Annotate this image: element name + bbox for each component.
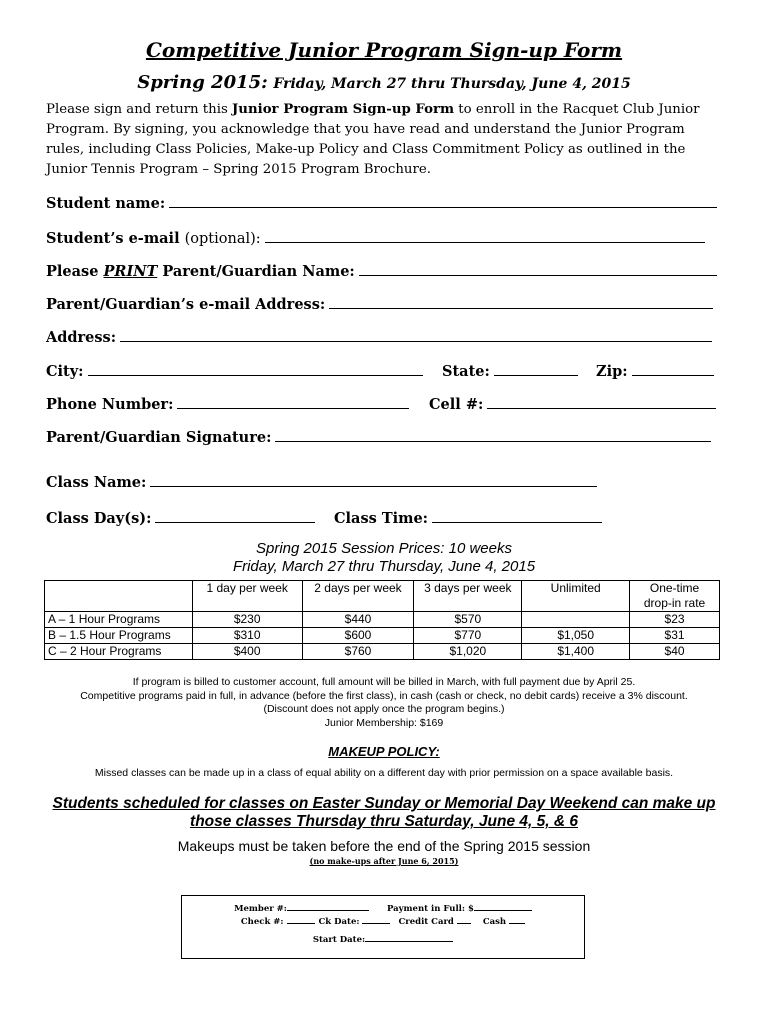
prices-heading: [0, 540, 768, 576]
parent-name-line[interactable]: [359, 261, 717, 276]
student-email-field[interactable]: [46, 228, 705, 247]
intro-text-1: Please sign and return this: [46, 102, 233, 117]
class-name-line[interactable]: [150, 472, 597, 487]
makeup-deadline-note: (no make-ups after June 6, 2015): [309, 856, 459, 866]
student-email-line[interactable]: [265, 228, 705, 243]
table-cell: $31: [630, 628, 720, 644]
office-row-2: [182, 915, 584, 927]
table-row: [45, 628, 720, 644]
check-date-line[interactable]: [362, 915, 390, 924]
table-header-cell: Unlimited: [522, 581, 630, 612]
start-date-line[interactable]: [365, 933, 453, 942]
start-date-label: Start Date:: [312, 935, 366, 945]
check-number-line[interactable]: [287, 915, 315, 924]
cell-label: Cell #:: [429, 396, 484, 413]
office-use-box: [181, 895, 585, 959]
form-title: Competitive Junior Program Sign-up Form: [145, 38, 623, 62]
cell-line[interactable]: [487, 394, 716, 409]
check-number-label: Check #:: [240, 917, 284, 927]
holiday-notice-line-1: Students scheduled for classes on Easter Sunday or Memorial Day Weekend can make up: [52, 795, 716, 812]
parent-email-line[interactable]: [329, 294, 713, 309]
signature-label: Parent/Guardian Signature:: [46, 429, 272, 446]
class-name-field[interactable]: [46, 472, 597, 491]
signature-line[interactable]: [275, 427, 711, 442]
address-field[interactable]: [46, 327, 712, 346]
office-row-3: [182, 933, 584, 945]
billing-note-1: If program is billed to customer account, full amount will be billed in March, with full payment due by April 25.: [132, 676, 636, 688]
table-cell: $440: [302, 612, 414, 628]
credit-card-label: Credit Card: [398, 917, 454, 927]
table-header-cell: 3 days per week: [414, 581, 522, 612]
parent-email-label: Parent/Guardian’s e-mail Address:: [46, 296, 326, 313]
table-cell: $760: [302, 644, 414, 660]
intro-bold-form-name: Junior Program Sign-up Form: [232, 102, 455, 117]
table-cell: $1,020: [414, 644, 522, 660]
table-header-cell: [630, 581, 720, 612]
table-cell: $570: [414, 612, 522, 628]
prices-title-2: Friday, March 27 thru Thursday, June 4, 2015: [232, 558, 536, 575]
state-line[interactable]: [494, 361, 578, 376]
prices-table: [44, 580, 720, 660]
office-row-1: [182, 902, 584, 914]
table-cell: $600: [302, 628, 414, 644]
table-header-cell: 2 days per week: [302, 581, 414, 612]
table-row: [45, 644, 720, 660]
session-subtitle: [0, 72, 768, 93]
table-cell: $1,050: [522, 628, 630, 644]
member-number-line[interactable]: [287, 902, 369, 911]
cash-label: Cash: [482, 917, 507, 927]
credit-card-line[interactable]: [457, 915, 471, 924]
class-days-line[interactable]: [155, 508, 315, 523]
billing-notes: [0, 676, 768, 730]
cash-line[interactable]: [509, 915, 525, 924]
payment-in-full-label: Payment in Full: $: [386, 904, 474, 914]
class-time-line[interactable]: [432, 508, 602, 523]
address-line[interactable]: [120, 327, 712, 342]
student-email-optional: (optional):: [184, 231, 261, 247]
drop-in-header-2: drop-in rate: [643, 596, 706, 610]
student-name-label: Student name:: [46, 195, 166, 212]
address-label: Address:: [46, 329, 117, 346]
makeup-policy-text: Missed classes can be made up in a class of equal ability on a different day with prior permission on a space available basis.: [94, 767, 674, 779]
table-cell: $40: [630, 644, 720, 660]
billing-note-3: (Discount does not apply once the program begins.): [263, 703, 505, 715]
makeup-policy-heading: MAKEUP POLICY:: [328, 744, 440, 759]
table-cell: A – 1 Hour Programs: [45, 612, 193, 628]
table-cell: $310: [192, 628, 302, 644]
payment-in-full-line[interactable]: [474, 902, 532, 911]
table-cell: $1,400: [522, 644, 630, 660]
class-days-field[interactable]: [46, 508, 315, 527]
makeup-deadline: Makeups must be taken before the end of the Spring 2015 session: [177, 838, 591, 854]
parent-name-label: Parent/Guardian Name:: [157, 263, 355, 280]
table-cell: B – 1.5 Hour Programs: [45, 628, 193, 644]
table-row: [45, 612, 720, 628]
billing-note-2: Competitive programs paid in full, in advance (before the first class), in cash (cash or check, no debit cards) receive a 3% discount.: [80, 689, 688, 702]
drop-in-header-1: One-time: [649, 581, 700, 595]
print-prefix: Please: [46, 263, 104, 280]
table-cell: $23: [630, 612, 720, 628]
city-field[interactable]: [46, 361, 423, 380]
table-cell: $400: [192, 644, 302, 660]
member-number-label: Member #:: [234, 904, 287, 914]
prices-title-1: Spring 2015 Session Prices: 10 weeks: [256, 540, 512, 557]
parent-name-field[interactable]: [46, 261, 717, 280]
phone-field[interactable]: [46, 394, 409, 413]
signature-field[interactable]: [46, 427, 711, 446]
city-line[interactable]: [88, 361, 423, 376]
table-header-row: [45, 581, 720, 612]
class-time-label: Class Time:: [334, 510, 429, 527]
student-name-field[interactable]: [46, 193, 717, 212]
zip-line[interactable]: [632, 361, 714, 376]
holiday-makeup-notice: [0, 795, 768, 831]
print-word: PRINT: [103, 263, 158, 280]
cell-field[interactable]: [429, 394, 716, 413]
table-cell: $770: [414, 628, 522, 644]
intro-paragraph: [46, 100, 726, 180]
student-name-line[interactable]: [169, 193, 717, 208]
class-time-field[interactable]: [334, 508, 602, 527]
state-field[interactable]: [442, 361, 578, 380]
zip-label: Zip:: [596, 363, 628, 380]
check-date-label: Ck Date:: [318, 917, 360, 927]
class-days-label: Class Day(s):: [46, 510, 152, 527]
session-season: Spring 2015:: [137, 72, 268, 93]
class-name-label: Class Name:: [46, 474, 147, 491]
city-label: City:: [46, 363, 84, 380]
membership-note: Junior Membership: $169: [324, 716, 444, 729]
phone-label: Phone Number:: [46, 396, 174, 413]
table-header-cell: 1 day per week: [192, 581, 302, 612]
session-dates: Friday, March 27 thru Thursday, June 4, 2015: [273, 76, 631, 92]
holiday-notice-line-2: those classes Thursday thru Saturday, June 4, 5, & 6: [190, 813, 578, 830]
zip-field[interactable]: [596, 361, 714, 380]
table-header-cell: [45, 581, 193, 612]
parent-email-field[interactable]: [46, 294, 713, 313]
student-email-label: Student’s e-mail: [46, 230, 180, 247]
table-cell: $230: [192, 612, 302, 628]
phone-line[interactable]: [177, 394, 409, 409]
intro-text-2: to enroll in the Racquet Club Junior Program. By signing, you acknowledge that you have read and understand the Junior Program rules, including Class Policies, Make-up Policy and Class Commitment Policy as outlined in the Junior Tennis Program – Spring 2015 Program Brochure.: [46, 102, 700, 177]
table-cell: [522, 612, 630, 628]
table-cell: C – 2 Hour Programs: [45, 644, 193, 660]
state-label: State:: [442, 363, 490, 380]
